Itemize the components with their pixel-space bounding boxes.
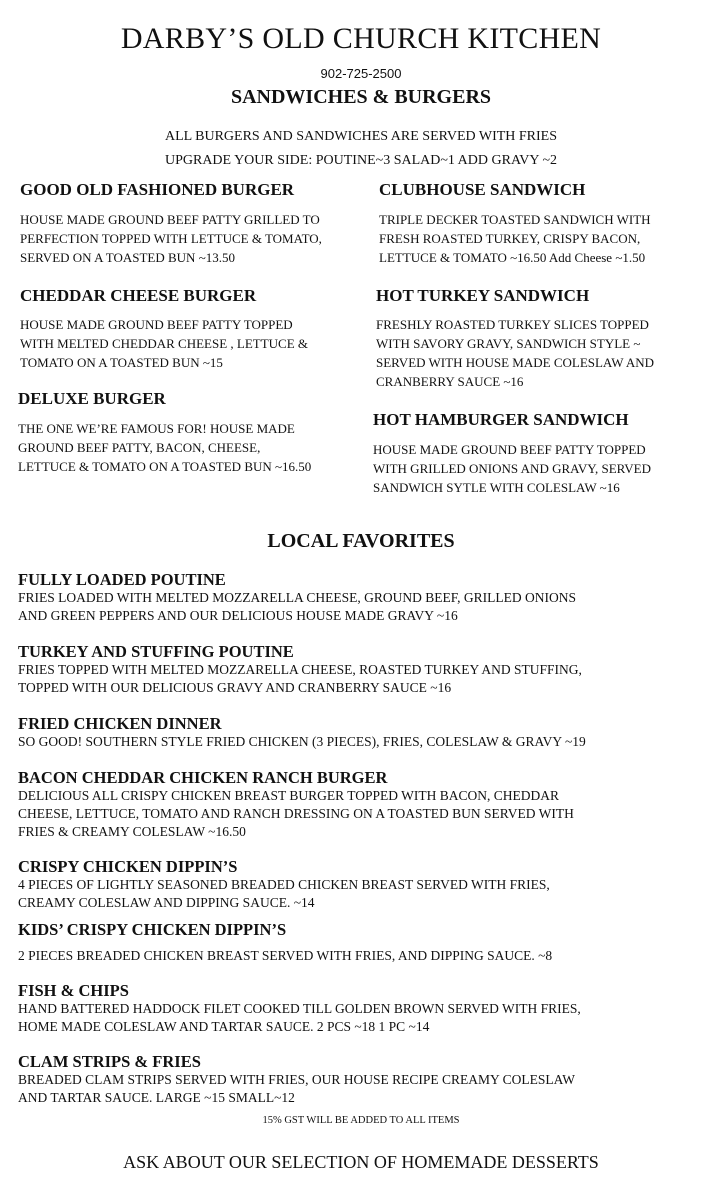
menu-item-title: DELUXE BURGER xyxy=(18,389,166,408)
menu-item-description: TRIPLE DECKER TOASTED SANDWICH WITH FRESH ROASTED TURKEY, CRISPY BACON, LETTUCE & TOMATO ~16.50 Add Cheese ~1.50 xyxy=(379,212,651,265)
menu-item-title: CLUBHOUSE SANDWICH xyxy=(379,180,586,199)
menu-item-title: FRIED CHICKEN DINNER xyxy=(18,714,222,733)
section-title-sandwiches-burgers: SANDWICHES & BURGERS xyxy=(230,86,492,108)
menu-item-title: GOOD OLD FASHIONED BURGER xyxy=(20,180,295,199)
menu-item-description: HOUSE MADE GROUND BEEF PATTY TOPPED WITH GRILLED ONIONS AND GRAVY, SERVED SANDWICH SYTLE WITH COLESLAW ~16 xyxy=(373,442,651,495)
menu-item-title: HOT TURKEY SANDWICH xyxy=(376,286,590,305)
list-item xyxy=(18,1052,708,1107)
menu-item-title: KIDS’ CRISPY CHICKEN DIPPIN’S xyxy=(18,920,287,939)
list-item xyxy=(18,642,708,697)
menu-item-description: 4 PIECES OF LIGHTLY SEASONED BREADED CHICKEN BREAST SERVED WITH FRIES, CREAMY COLESLAW AND DIPPING SAUCE. ~14 xyxy=(18,877,550,910)
list-item xyxy=(18,714,708,751)
menu-item-title: CLAM STRIPS & FRIES xyxy=(18,1052,201,1071)
served-with-fries-note: ALL BURGERS AND SANDWICHES ARE SERVED WITH FRIES xyxy=(164,129,558,144)
menu-item-description: FRIES LOADED WITH MELTED MOZZARELLA CHEESE, GROUND BEEF, GRILLED ONIONS AND GREEN PEPPERS AND OUR DELICIOUS HOUSE MADE GRAVY ~16 xyxy=(18,590,577,623)
menu-item-title: HOT HAMBURGER SANDWICH xyxy=(373,410,629,429)
menu-item-description: FRIES TOPPED WITH MELTED MOZZARELLA CHEESE, ROASTED TURKEY AND STUFFING, TOPPED WITH OUR DELICIOUS GRAVY AND CRANBERRY SAUCE ~16 xyxy=(18,662,582,695)
restaurant-name: DARBY’S OLD CHURCH KITCHEN xyxy=(120,22,602,55)
menu-item-description: HOUSE MADE GROUND BEEF PATTY GRILLED TO PERFECTION TOPPED WITH LETTUCE & TOMATO, SERVED ON A TOASTED BUN ~13.50 xyxy=(20,212,322,265)
menu-item-title: FISH & CHIPS xyxy=(18,981,129,1000)
menu-item-description: BREADED CLAM STRIPS SERVED WITH FRIES, OUR HOUSE RECIPE CREAMY COLESLAW AND TARTAR SAUCE. LARGE ~15 SMALL~12 xyxy=(18,1072,576,1105)
list-item xyxy=(18,857,708,912)
menu-item-description: FRESHLY ROASTED TURKEY SLICES TOPPED WITH SAVORY GRAVY, SANDWICH STYLE ~ SERVED WITH HOUSE MADE COLESLAW AND CRANBERRY SAUCE ~16 xyxy=(376,317,655,389)
desserts-note: ASK ABOUT OUR SELECTION OF HOMEMADE DESSERTS xyxy=(123,1152,599,1172)
menu-item-title: FULLY LOADED POUTINE xyxy=(18,570,226,589)
phone-number: 902-725-2500 xyxy=(320,66,402,81)
menu-item-description: HOUSE MADE GROUND BEEF PATTY TOPPED WITH MELTED CHEDDAR CHEESE , LETTUCE & TOMATO ON A TOASTED BUN ~15 xyxy=(20,317,309,370)
menu-item-title: BACON CHEDDAR CHICKEN RANCH BURGER xyxy=(18,768,388,787)
section-title-local-favorites: LOCAL FAVORITES xyxy=(267,530,455,552)
menu-item-title: CRISPY CHICKEN DIPPIN’S xyxy=(18,857,238,876)
list-item xyxy=(18,570,708,625)
menu-item-title: TURKEY AND STUFFING POUTINE xyxy=(18,642,294,661)
menu-item-title: CHEDDAR CHEESE BURGER xyxy=(20,286,257,305)
list-item xyxy=(18,981,708,1036)
menu-item-description: HAND BATTERED HADDOCK FILET COOKED TILL GOLDEN BROWN SERVED WITH FRIES, HOME MADE COLESLAW AND TARTAR SAUCE. 2 PCS ~18 1 PC ~14 xyxy=(18,1001,581,1034)
menu-item-description: DELICIOUS ALL CRISPY CHICKEN BREAST BURGER TOPPED WITH BACON, CHEDDAR CHEESE, LETTUCE, TOMATO AND RANCH DRESSING ON A TOASTED BUN SERVED WITH FRIES & CREAMY COLESLAW ~16.50 xyxy=(18,788,574,839)
gst-note: 15% GST WILL BE ADDED TO ALL ITEMS xyxy=(262,1115,460,1126)
list-item xyxy=(18,768,708,841)
menu-item-description: 2 PIECES BREADED CHICKEN BREAST SERVED WITH FRIES, AND DIPPING SAUCE. ~8 xyxy=(18,948,553,963)
menu-item-description: THE ONE WE’RE FAMOUS FOR! HOUSE MADE GROUND BEEF PATTY, BACON, CHEESE, LETTUCE & TOMATO ON A TOASTED BUN ~16.50 xyxy=(18,421,312,474)
menu-item-description: SO GOOD! SOUTHERN STYLE FRIED CHICKEN (3 PIECES), FRIES, COLESLAW & GRAVY ~19 xyxy=(18,734,586,749)
list-item xyxy=(18,920,708,965)
upgrade-side-note: UPGRADE YOUR SIDE: POUTINE~3 SALAD~1 ADD GRAVY ~2 xyxy=(164,153,558,168)
